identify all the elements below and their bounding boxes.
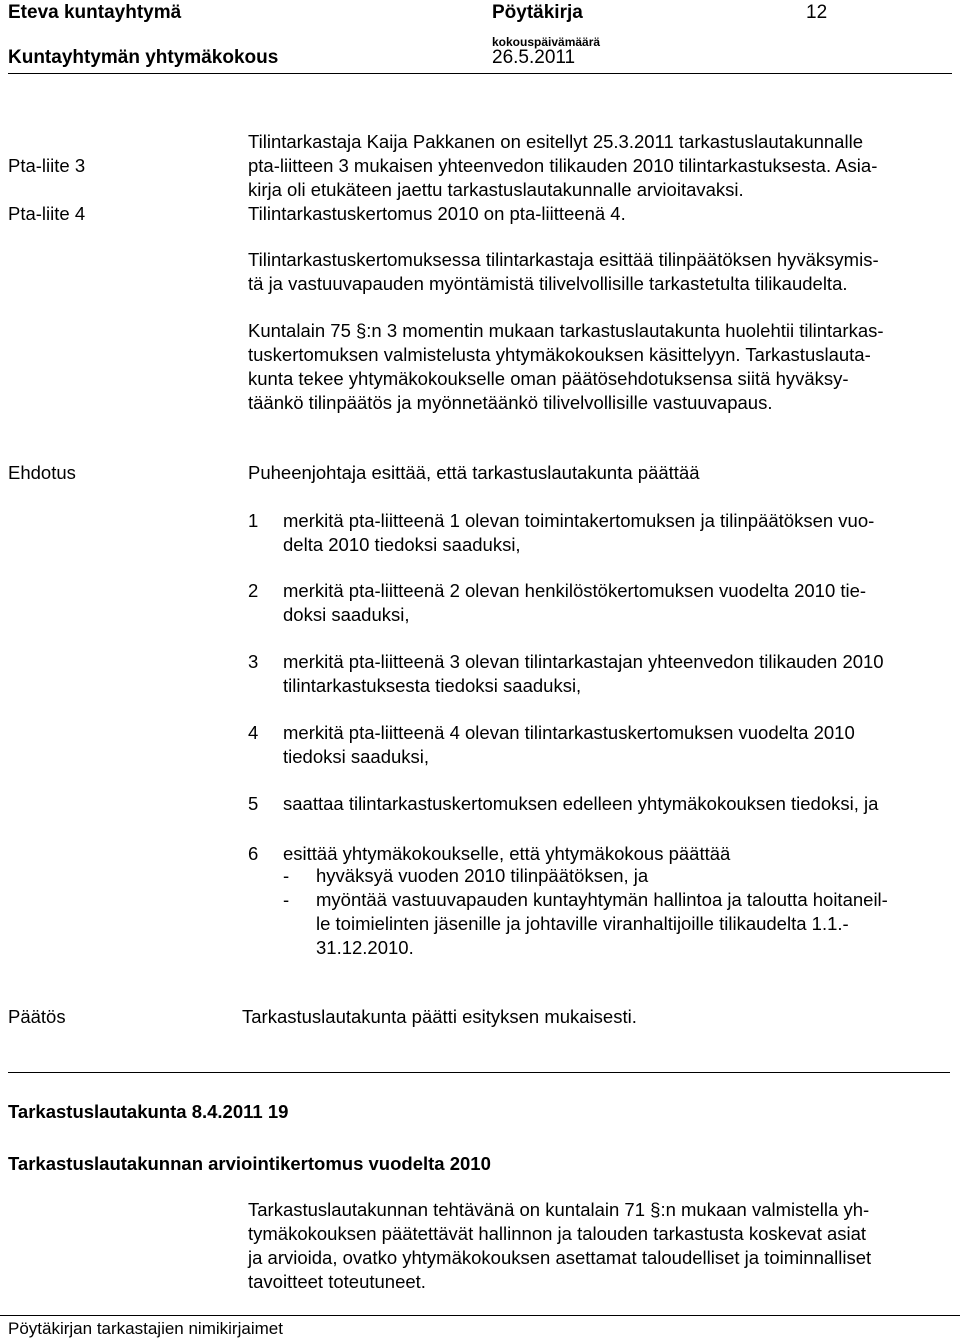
margin-pta-liite-3: Pta-liite 3 [8,155,86,176]
text-line: 31.12.2010. [316,937,414,958]
text-line: tiedoksi saaduksi, [283,746,430,767]
section-paragraph [248,1198,950,1294]
text-line: ja arvioida, ovatko yhtymäkokouksen asettamat taloudelliset ja toiminnalliset [248,1247,872,1268]
text-line: pta-liitteen 3 mukaisen yhteenvedon tilikauden 2010 tilintarkastuksesta. Asia- [248,155,878,176]
document-type: Pöytäkirja [492,2,583,23]
section-title: Tarkastuslautakunnan arviointikertomus vuodelta 2010 [8,1153,491,1174]
organization-name: Eteva kuntayhtymä [8,2,182,23]
text-line: merkitä pta-liitteenä 4 olevan tilintarkastuskertomuksen vuodelta 2010 [283,722,855,743]
text-line: Tilintarkastaja Kaija Pakkanen on esitellyt 25.3.2011 tarkastuslautakunnalle [248,131,863,152]
text-line: esittää yhtymäkokoukselle, että yhtymäkokous päättää [283,843,731,864]
list-item [283,792,950,816]
item-number: 5 [248,793,259,814]
item-number: 4 [248,722,259,743]
text-line: delta 2010 tiedoksi saaduksi, [283,534,521,555]
text-line: Tilintarkastuskertomuksessa tilintarkastaja esittää tilinpäätöksen hyväksymis- [248,249,879,270]
sub-item-dash: - [283,889,290,910]
paragraph-municipal-act [248,319,950,415]
text-line: merkitä pta-liitteenä 1 olevan toimintakertomuksen ja tilinpäätöksen vuo- [283,510,875,531]
meeting-body: Kuntayhtymän yhtymäkokous [8,47,279,68]
date-label: kokouspäivämäärä [492,35,601,49]
text-line: Tilintarkastuskertomus 2010 on pta-liitteenä 4. [248,203,626,224]
proposal-intro: Puheenjohtaja esittää, että tarkastuslautakunta päättää [248,462,700,483]
text-line: le toimielinten jäsenille ja johtaville viranhaltijoille tilikaudelta 1.1.- [316,913,849,934]
header-rule [8,73,952,74]
text-line: doksi saaduksi, [283,604,410,625]
meeting-date: 26.5.2011 [492,47,576,68]
paragraph-auditor-report [248,248,950,296]
list-item [283,842,950,866]
list-item [283,721,950,769]
margin-pta-liite-4: Pta-liite 4 [8,203,86,224]
text-line: merkitä pta-liitteenä 2 olevan henkilöstökertomuksen vuodelta 2010 tie- [283,580,867,601]
intro-paragraph [248,130,950,226]
text-line: merkitä pta-liitteenä 3 olevan tilintarkastajan yhteenvedon tilikauden 2010 [283,651,884,672]
sub-item-dash: - [283,865,290,886]
list-item [283,509,950,557]
text-line: hyväksyä vuoden 2010 tilinpäätöksen, ja [316,865,649,886]
list-item [283,650,950,698]
text-line: tuskertomuksen valmistelusta yhtymäkokouksen käsittelyyn. Tarkastuslauta- [248,344,871,365]
item-number: 2 [248,580,259,601]
margin-ehdotus: Ehdotus [8,462,76,483]
item-number: 1 [248,510,259,531]
page-number: 12 [806,2,828,23]
item-number: 3 [248,651,259,672]
text-line: kunta tekee yhtymäkokoukselle oman päätösehdotuksensa siitä hyväksy- [248,368,849,389]
text-line: tavoitteet toteutuneet. [248,1271,426,1292]
footer-rule [0,1315,960,1316]
text-line: tilintarkastuksesta tiedoksi saaduksi, [283,675,582,696]
text-line: Kuntalain 75 §:n 3 momentin mukaan tarkastuslautakunta huolehtii tilintarkas- [248,320,884,341]
decision-text: Tarkastuslautakunta päätti esityksen mukaisesti. [242,1006,637,1027]
text-line: myöntää vastuuvapauden kuntayhtymän hallintoa ja taloutta hoitaneil- [316,889,888,910]
section-divider [8,1072,950,1073]
footer-initials-label: Pöytäkirjan tarkastajien nimikirjaimet [8,1319,283,1338]
text-line: tymäkokouksen päätettävät hallinnon ja talouden tarkastusta koskevat asiat [248,1223,867,1244]
text-line: täänkö tilinpäätös ja myönnetäänkö tilivelvollisille vastuuvapaus. [248,392,773,413]
section-heading: Tarkastuslautakunta 8.4.2011 19 [8,1101,289,1122]
sub-list-item [316,864,648,888]
margin-paatos: Päätös [8,1006,66,1027]
item-number: 6 [248,843,259,864]
list-item [283,579,950,627]
text-line: Tarkastuslautakunnan tehtävänä on kuntalain 71 §:n mukaan valmistella yh- [248,1199,870,1220]
text-line: saattaa tilintarkastuskertomuksen edelleen yhtymäkokouksen tiedoksi, ja [283,793,879,814]
sub-list-item [316,888,888,960]
text-line: kirja oli etukäteen jaettu tarkastuslautakunnalle arvioitavaksi. [248,179,744,200]
text-line: tä ja vastuuvapauden myöntämistä tilivelvollisille tarkastetulta tilikaudelta. [248,273,848,294]
